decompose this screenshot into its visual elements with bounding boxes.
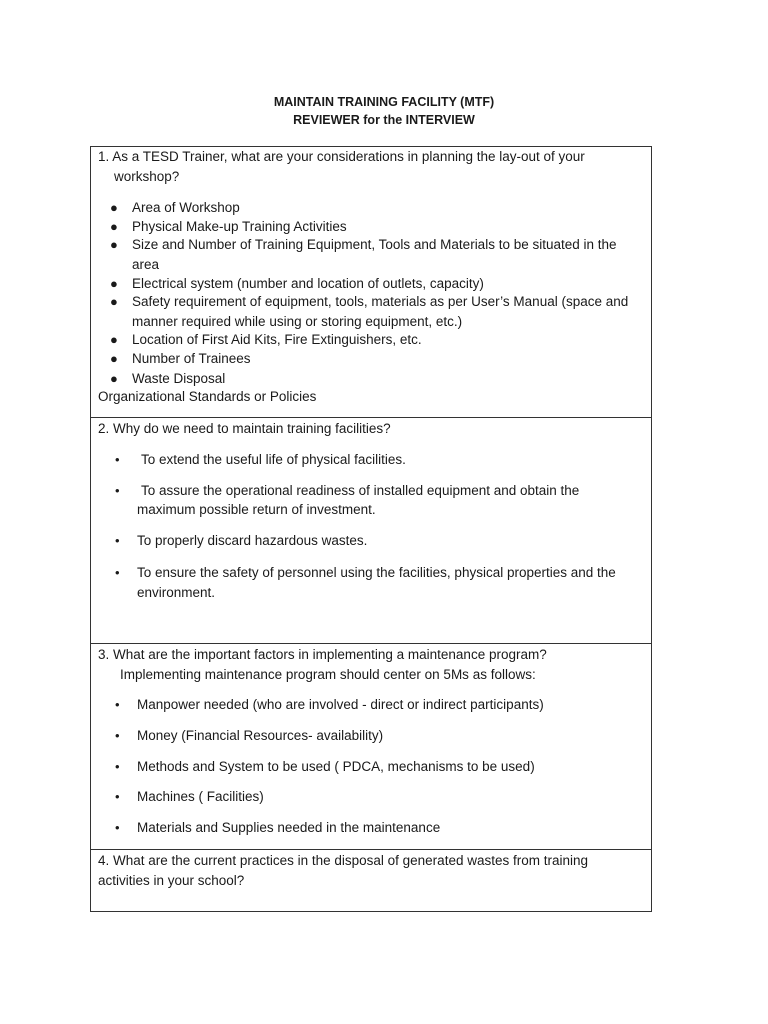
list-item-cont: manner required while using or storing equipment, etc.) — [132, 314, 463, 329]
bullet-icon: ● — [110, 237, 118, 252]
question-4-text: 4. What are the current practices in the disposal of generated wastes from training — [98, 853, 589, 868]
list-item: To properly discard hazardous wastes. — [137, 533, 368, 548]
list-item: Waste Disposal — [132, 371, 226, 386]
bullet-icon: • — [115, 565, 120, 580]
bullet-icon: ● — [110, 332, 118, 347]
question-3-box — [90, 643, 652, 850]
bullet-icon: • — [115, 697, 120, 712]
list-item-cont: maximum possible return of investment. — [137, 502, 376, 517]
list-item: To assure the operational readiness of installed equipment and obtain the — [141, 483, 580, 498]
list-item: Location of First Aid Kits, Fire Extinguishers, etc. — [132, 332, 422, 347]
list-item: Number of Trainees — [132, 351, 251, 366]
list-item: Machines ( Facilities) — [137, 789, 264, 804]
list-item: Money (Financial Resources- availability) — [137, 728, 384, 743]
bullet-icon: • — [115, 789, 120, 804]
bullet-icon: ● — [110, 371, 118, 386]
bullet-icon: • — [115, 452, 120, 467]
question-1-box — [90, 146, 652, 417]
list-item: Safety requirement of equipment, tools, materials as per User’s Manual (space and — [132, 294, 629, 309]
document-title: MAINTAIN TRAINING FACILITY (MTF) — [273, 95, 495, 109]
bullet-icon: ● — [110, 219, 118, 234]
list-item: Area of Workshop — [132, 200, 240, 215]
bullet-icon: ● — [110, 200, 118, 215]
list-item: To ensure the safety of personnel using the facilities, physical properties and the — [137, 565, 616, 580]
question-4-box — [90, 849, 652, 912]
list-item: Materials and Supplies needed in the maintenance — [137, 820, 441, 835]
bullet-icon: • — [115, 759, 120, 774]
question-2-text: 2. Why do we need to maintain training facilities? — [98, 421, 391, 436]
list-item: Methods and System to be used ( PDCA, mechanisms to be used) — [137, 759, 535, 774]
question-1-footer: Organizational Standards or Policies — [98, 389, 317, 404]
question-1-text-cont: workshop? — [114, 169, 180, 184]
question-3-intro: Implementing maintenance program should center on 5Ms as follows: — [120, 667, 536, 682]
question-2-box — [90, 417, 652, 644]
list-item: Electrical system (number and location of outlets, capacity) — [132, 276, 484, 291]
list-item: Size and Number of Training Equipment, Tools and Materials to be situated in the — [132, 237, 617, 252]
question-4-text-cont: activities in your school? — [98, 873, 245, 888]
list-item: To extend the useful life of physical facilities. — [141, 452, 406, 467]
bullet-icon: • — [115, 820, 120, 835]
list-item: Physical Make-up Training Activities — [132, 219, 347, 234]
bullet-icon: ● — [110, 294, 118, 309]
bullet-icon: • — [115, 483, 120, 498]
document-subtitle: REVIEWER for the INTERVIEW — [293, 113, 475, 127]
list-item-cont: area — [132, 257, 160, 272]
bullet-icon: ● — [110, 351, 118, 366]
bullet-icon: ● — [110, 276, 118, 291]
question-1-text: 1. As a TESD Trainer, what are your considerations in planning the lay-out of your — [98, 149, 585, 164]
list-item: Manpower needed (who are involved - direct or indirect participants) — [137, 697, 544, 712]
question-3-text: 3. What are the important factors in implementing a maintenance program? — [98, 647, 547, 662]
list-item-cont: environment. — [137, 585, 216, 600]
bullet-icon: • — [115, 533, 120, 548]
bullet-icon: • — [115, 728, 120, 743]
